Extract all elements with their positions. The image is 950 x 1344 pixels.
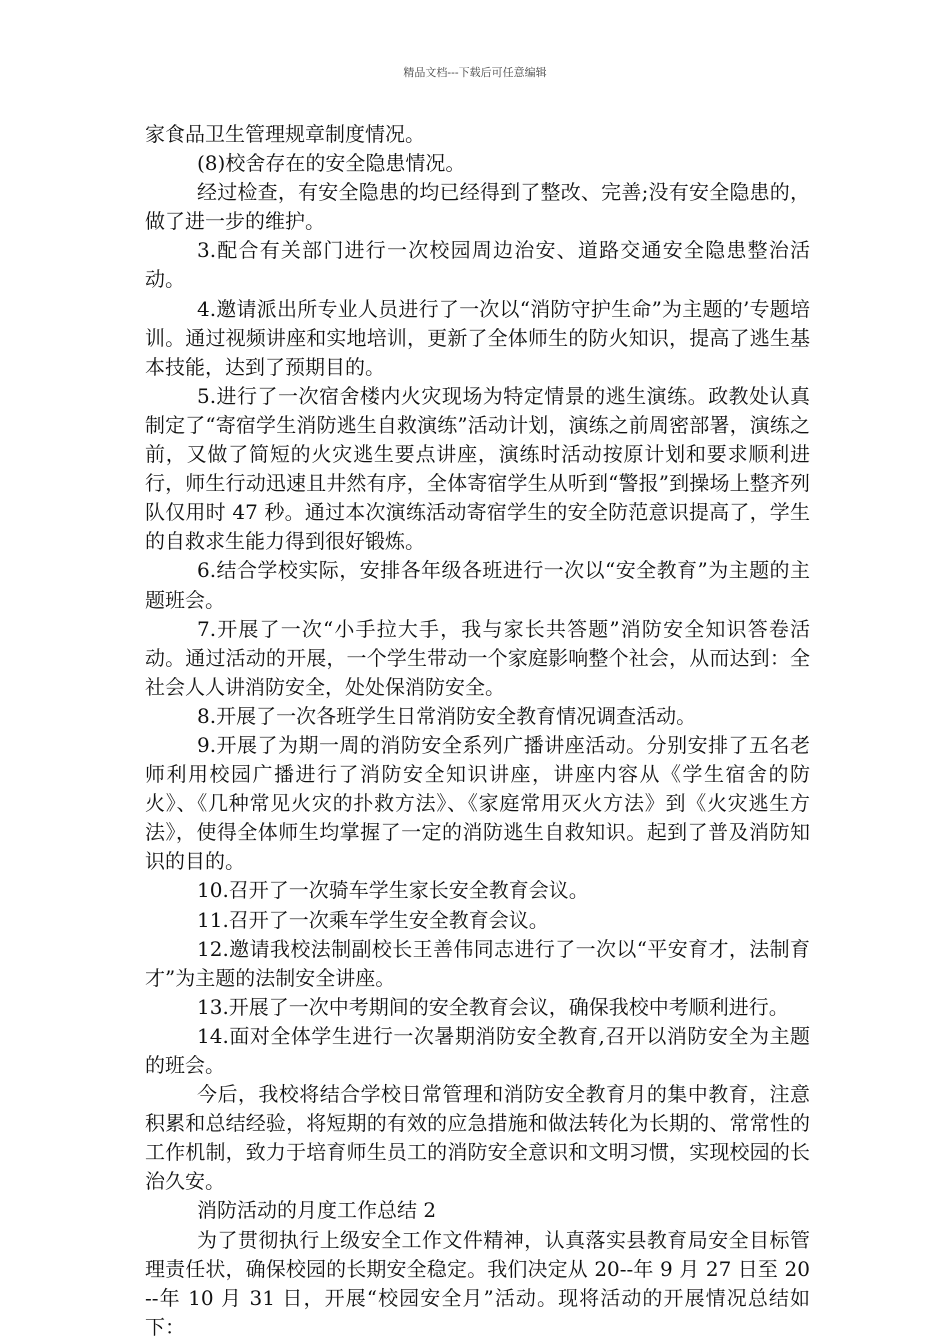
paragraph: 6.结合学校实际，安排各年级各班进行一次以“安全教育”为主题的主题班会。 (145, 558, 810, 612)
paragraph: 12.邀请我校法制副校长王善伟同志进行了一次以“平安育才，法制育才”为主题的法制安全讲座。 (145, 936, 810, 990)
paragraph: 消防活动的月度工作总结 2 (197, 1198, 437, 1223)
paragraph: 10.召开了一次骑车学生家长安全教育会议。 (197, 878, 589, 903)
document-body (145, 120, 810, 1342)
paragraph: 5.进行了一次宿舍楼内火灾现场为特定情景的逃生演练。政教处认真制定了“寄宿学生消防逃生自救演练”活动计划，演练之前周密部署，演练之前，又做了简短的火灾逃生要点讲座，演练时活动按原计划和要求顺利进行，师生行动迅速且井然有序，全体寄宿学生从听到“警报”到操场上整齐列队仅用时 47 秒。通过本次演练活动寄宿学生的安全防范意识提高了，学生的自救求生能力得到很好锻炼。 (145, 383, 810, 554)
paragraph: 3.配合有关部门进行一次校园周边治安、道路交通安全隐患整治活动。 (145, 238, 810, 292)
paragraph: 家食品卫生管理规章制度情况。 (145, 122, 425, 146)
paragraph: 13.开展了一次中考期间的安全教育会议，确保我校中考顺利进行。 (197, 994, 789, 1019)
paragraph: 经过检查，有安全隐患的均已经得到了整改、完善;没有安全隐患的，做了进一步的维护。 (145, 180, 810, 234)
paragraph: 9.开展了为期一周的消防安全系列广播讲座活动。分别安排了五名老师利用校园广播进行了消防安全知识讲座，讲座内容从《学生宿舍的防火》、《几种常见火灾的扑救方法》、《家庭常用灭火方法》到《火灾逃生方法》，使得全体师生均掌握了一定的消防逃生自救知识。起到了普及消防知识的目的。 (145, 732, 810, 874)
paragraph: 今后，我校将结合学校日常管理和消防安全教育月的集中教育，注意积累和总结经验，将短期的有效的应急措施和做法转化为长期的、常常性的工作机制，致力于培育师生员工的消防安全意识和文明习惯，实现校园的长治久安。 (145, 1082, 810, 1194)
paragraph: 14.面对全体学生进行一次暑期消防安全教育,召开以消防安全为主题的班会。 (145, 1023, 810, 1077)
paragraph: 8.开展了一次各班学生日常消防安全教育情况调查活动。 (197, 703, 697, 728)
paragraph: (8)校舍存在的安全隐患情况。 (197, 151, 466, 176)
paragraph: 7.开展了一次“小手拉大手，我与家长共答题”消防安全知识答卷活动。通过活动的开展，一个学生带动一个家庭影响整个社会，从而达到：全社会人人讲消防安全，处处保消防安全。 (145, 616, 810, 699)
paragraph: 4.邀请派出所专业人员进行了一次以“消防守护生命”为主题的’专题培训。通过视频讲座和实地培训，更新了全体师生的防火知识，提高了逃生基本技能，达到了预期目的。 (145, 296, 810, 379)
page-header: 精品文档---下载后可任意编辑 (403, 66, 547, 79)
paragraph: 为了贯彻执行上级安全工作文件精神，认真落实县教育局安全目标管理责任状，确保校园的长期安全稳定。我们决定从 20--年 9 月 27 日至 20--年 10 月 31 日，开展“校园安全月”活动。现将活动的开展情况总结如下： (145, 1227, 810, 1339)
paragraph: 11.召开了一次乘车学生安全教育会议。 (197, 907, 549, 932)
